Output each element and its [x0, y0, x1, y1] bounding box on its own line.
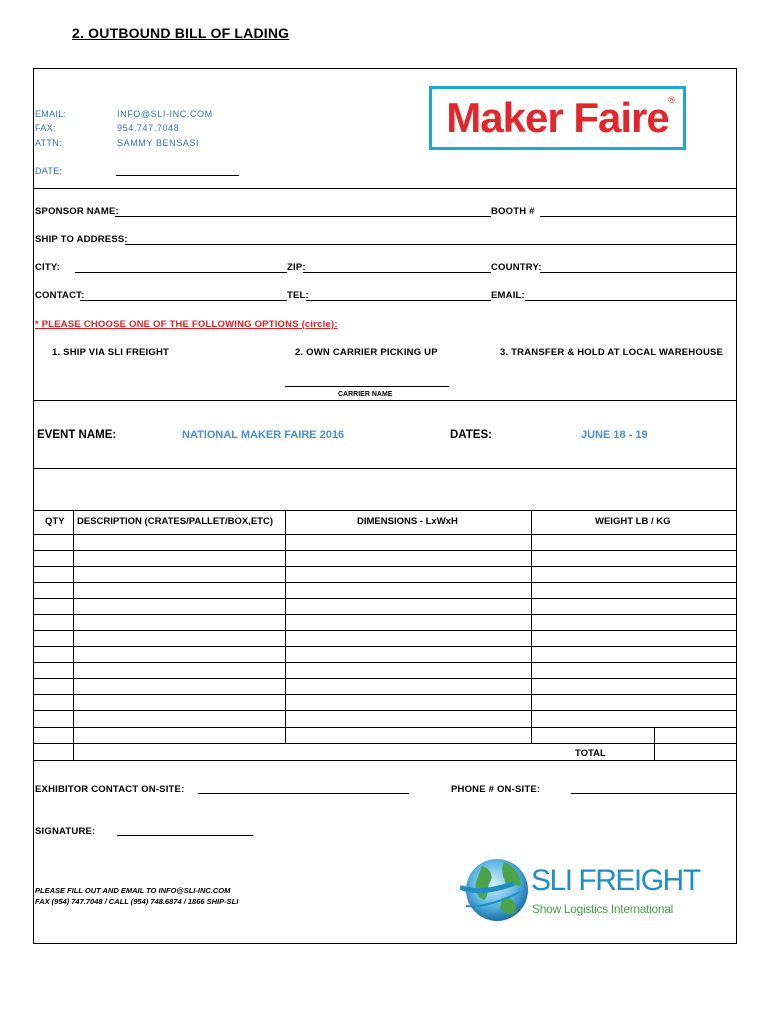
ship-to-address-field[interactable] — [125, 244, 737, 245]
event-name-value: NATIONAL MAKER FAIRE 2016 — [182, 429, 345, 441]
table-row-line — [33, 727, 737, 728]
document-title: 2. OUTBOUND BILL OF LADING — [72, 25, 290, 41]
sli-freight-title: SLI FREIGHT — [531, 864, 700, 897]
weight-header: WEIGHT LB / KG — [595, 516, 671, 527]
instruction-line-2: FAX (954) 747.7048 / CALL (954) 748.6874 / 1866 SHIP-SLI — [35, 897, 239, 906]
booth-field[interactable] — [540, 216, 737, 217]
table-row-line — [33, 710, 737, 711]
maker-faire-wordmark: Maker Faire — [446, 94, 669, 141]
table-row-line — [33, 582, 737, 583]
table-row-line — [33, 646, 737, 647]
total-box-line — [654, 727, 737, 728]
city-field[interactable] — [75, 272, 287, 273]
table-row-line — [33, 662, 737, 663]
carrier-name-label: CARRIER NAME — [338, 391, 393, 398]
table-row-line — [33, 566, 737, 567]
phone-onsite-label: PHONE # ON-SITE: — [451, 784, 541, 795]
sponsor-name-field[interactable] — [115, 216, 491, 217]
dates-label: DATES: — [450, 429, 492, 441]
contact-email-field[interactable] — [525, 300, 737, 301]
sli-freight-subtitle: Show Logistics International — [532, 902, 674, 916]
table-col-line — [73, 510, 74, 760]
event-name-label: EVENT NAME: — [37, 429, 117, 441]
event-divider — [33, 468, 737, 469]
exhibitor-contact-label: EXHIBITOR CONTACT ON-SITE: — [35, 784, 185, 795]
dates-value: JUNE 18 - 19 — [581, 429, 648, 441]
table-row-line — [33, 743, 737, 744]
date-field[interactable] — [116, 175, 239, 176]
table-col-line — [531, 510, 532, 743]
table-col-line — [654, 727, 655, 760]
country-field[interactable] — [540, 272, 737, 273]
country-label: COUNTRY: — [491, 262, 542, 273]
attn-label: ATTN: — [35, 138, 62, 148]
options-divider — [33, 400, 737, 401]
option-ship-via-sli[interactable]: 1. SHIP VIA SLI FREIGHT — [52, 347, 170, 358]
description-header: DESCRIPTION (CRATES/PALLET/BOX,ETC) — [77, 516, 273, 527]
table-row-line — [33, 694, 737, 695]
table-col-line — [285, 510, 286, 743]
booth-label: BOOTH # — [491, 206, 535, 217]
table-row-line — [33, 550, 737, 551]
dimensions-header: DIMENSIONS - LxWxH — [357, 516, 458, 527]
city-label: CITY: — [35, 262, 61, 273]
table-row-line — [33, 534, 737, 535]
table-row-line — [33, 630, 737, 631]
signature-label: SIGNATURE: — [35, 826, 96, 837]
header-divider — [33, 188, 737, 189]
ship-to-address-label: SHIP TO ADDRESS: — [35, 234, 128, 245]
fax-value: 954.747.7048 — [117, 123, 180, 133]
zip-field[interactable] — [303, 272, 491, 273]
zip-label: ZIP: — [287, 262, 306, 273]
total-label: TOTAL — [575, 748, 606, 759]
table-row-line — [33, 678, 737, 679]
sponsor-name-label: SPONSOR NAME: — [35, 206, 119, 217]
tel-label: TEL: — [287, 290, 309, 301]
date-label: DATE: — [35, 166, 63, 176]
registered-mark: ® — [668, 95, 675, 105]
carrier-name-field[interactable] — [285, 386, 449, 387]
maker-faire-logo — [429, 86, 686, 150]
options-note: * PLEASE CHOOSE ONE OF THE FOLLOWING OPTIONS (circle): — [35, 319, 338, 330]
email-value: INFO@SLI-INC.COM — [117, 109, 213, 119]
form-frame — [33, 68, 737, 944]
contact-field[interactable] — [80, 300, 287, 301]
attn-value: SAMMY BENSASI — [117, 138, 200, 148]
exhibitor-contact-field[interactable] — [198, 793, 409, 794]
phone-onsite-field[interactable] — [571, 793, 737, 794]
table-bottom-border — [33, 760, 737, 761]
table-row-line — [33, 614, 737, 615]
option-own-carrier[interactable]: 2. OWN CARRIER PICKING UP — [295, 347, 438, 358]
email-label: EMAIL: — [35, 109, 67, 119]
qty-header: QTY — [45, 516, 65, 527]
instruction-line-1: PLEASE FILL OUT AND EMAIL TO INFO@SLI-INC.COM — [35, 886, 231, 895]
contact-email-label: EMAIL: — [491, 290, 525, 301]
fax-label: FAX: — [35, 123, 56, 133]
signature-field[interactable] — [117, 835, 253, 836]
table-row-line — [33, 598, 737, 599]
contact-label: CONTACT: — [35, 290, 85, 301]
tel-field[interactable] — [306, 300, 491, 301]
table-top-border — [33, 510, 737, 511]
option-transfer-hold[interactable]: 3. TRANSFER & HOLD AT LOCAL WAREHOUSE — [500, 347, 724, 358]
